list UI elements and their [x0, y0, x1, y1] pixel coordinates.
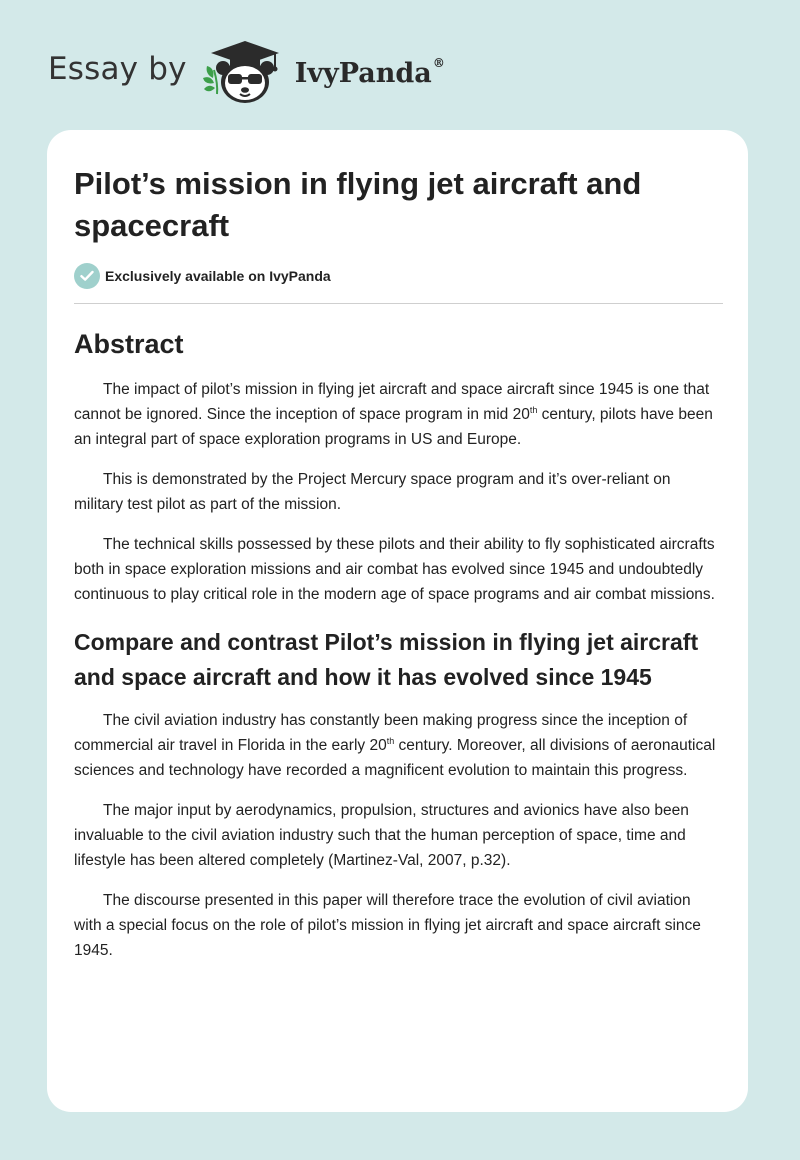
panda-graduate-logo-icon[interactable] — [201, 36, 293, 108]
essay-card — [47, 130, 748, 1112]
registered-mark: ® — [432, 55, 445, 70]
title-divider — [74, 303, 723, 304]
section-heading-abstract: Abstract — [74, 329, 184, 359]
site-header — [48, 36, 445, 108]
essay-body — [74, 325, 722, 978]
exclusive-badge — [74, 263, 331, 289]
paragraph: The civil aviation industry has constantly been making progress since the inception of commercial air travel in Florida in the early 20th century. Moreover, all divisions of aeronautical sciences and technology have recorded a magnificent evolution to maintain this progress. — [74, 712, 716, 779]
section-heading-compare: Compare and contrast Pilot’s mission in flying jet aircraft and space aircraft and how it has evolved since 1945 — [74, 629, 699, 690]
check-icon — [74, 263, 100, 289]
ivypanda-brand-name[interactable]: IvyPanda® — [294, 55, 445, 89]
exclusive-badge-text: Exclusively available on IvyPanda — [105, 268, 331, 284]
paragraph: This is demonstrated by the Project Mercury space program and it’s over-reliant on military test pilot as part of the mission. — [74, 471, 671, 513]
essay-by-label: Essay by — [48, 51, 187, 87]
paragraph: The impact of pilot’s mission in flying jet aircraft and space aircraft since 1945 is one that cannot be ignored. Since the inception of space program in mid 20th century, pilots have been an integral part of space exploration programs in US and Europe. — [74, 381, 713, 448]
essay-title: Pilot’s mission in flying jet aircraft and spacecraft — [74, 166, 642, 243]
paragraph: The major input by aerodynamics, propulsion, structures and avionics have also been invaluable to the civil aviation industry such that the human perception of space, time and lifestyle has been altered completely (Martinez-Val, 2007, p.32). — [74, 802, 689, 869]
paragraph: The technical skills possessed by these pilots and their ability to fly sophisticated aircrafts both in space exploration missions and air combat has evolved since 1945 and undoubtedly continuous to play critical role in the modern age of space programs and air combat missions. — [74, 536, 715, 603]
paragraph: The discourse presented in this paper will therefore trace the evolution of civil aviation with a special focus on the role of pilot’s mission in flying jet aircraft and space aircraft since 1945. — [74, 892, 701, 959]
